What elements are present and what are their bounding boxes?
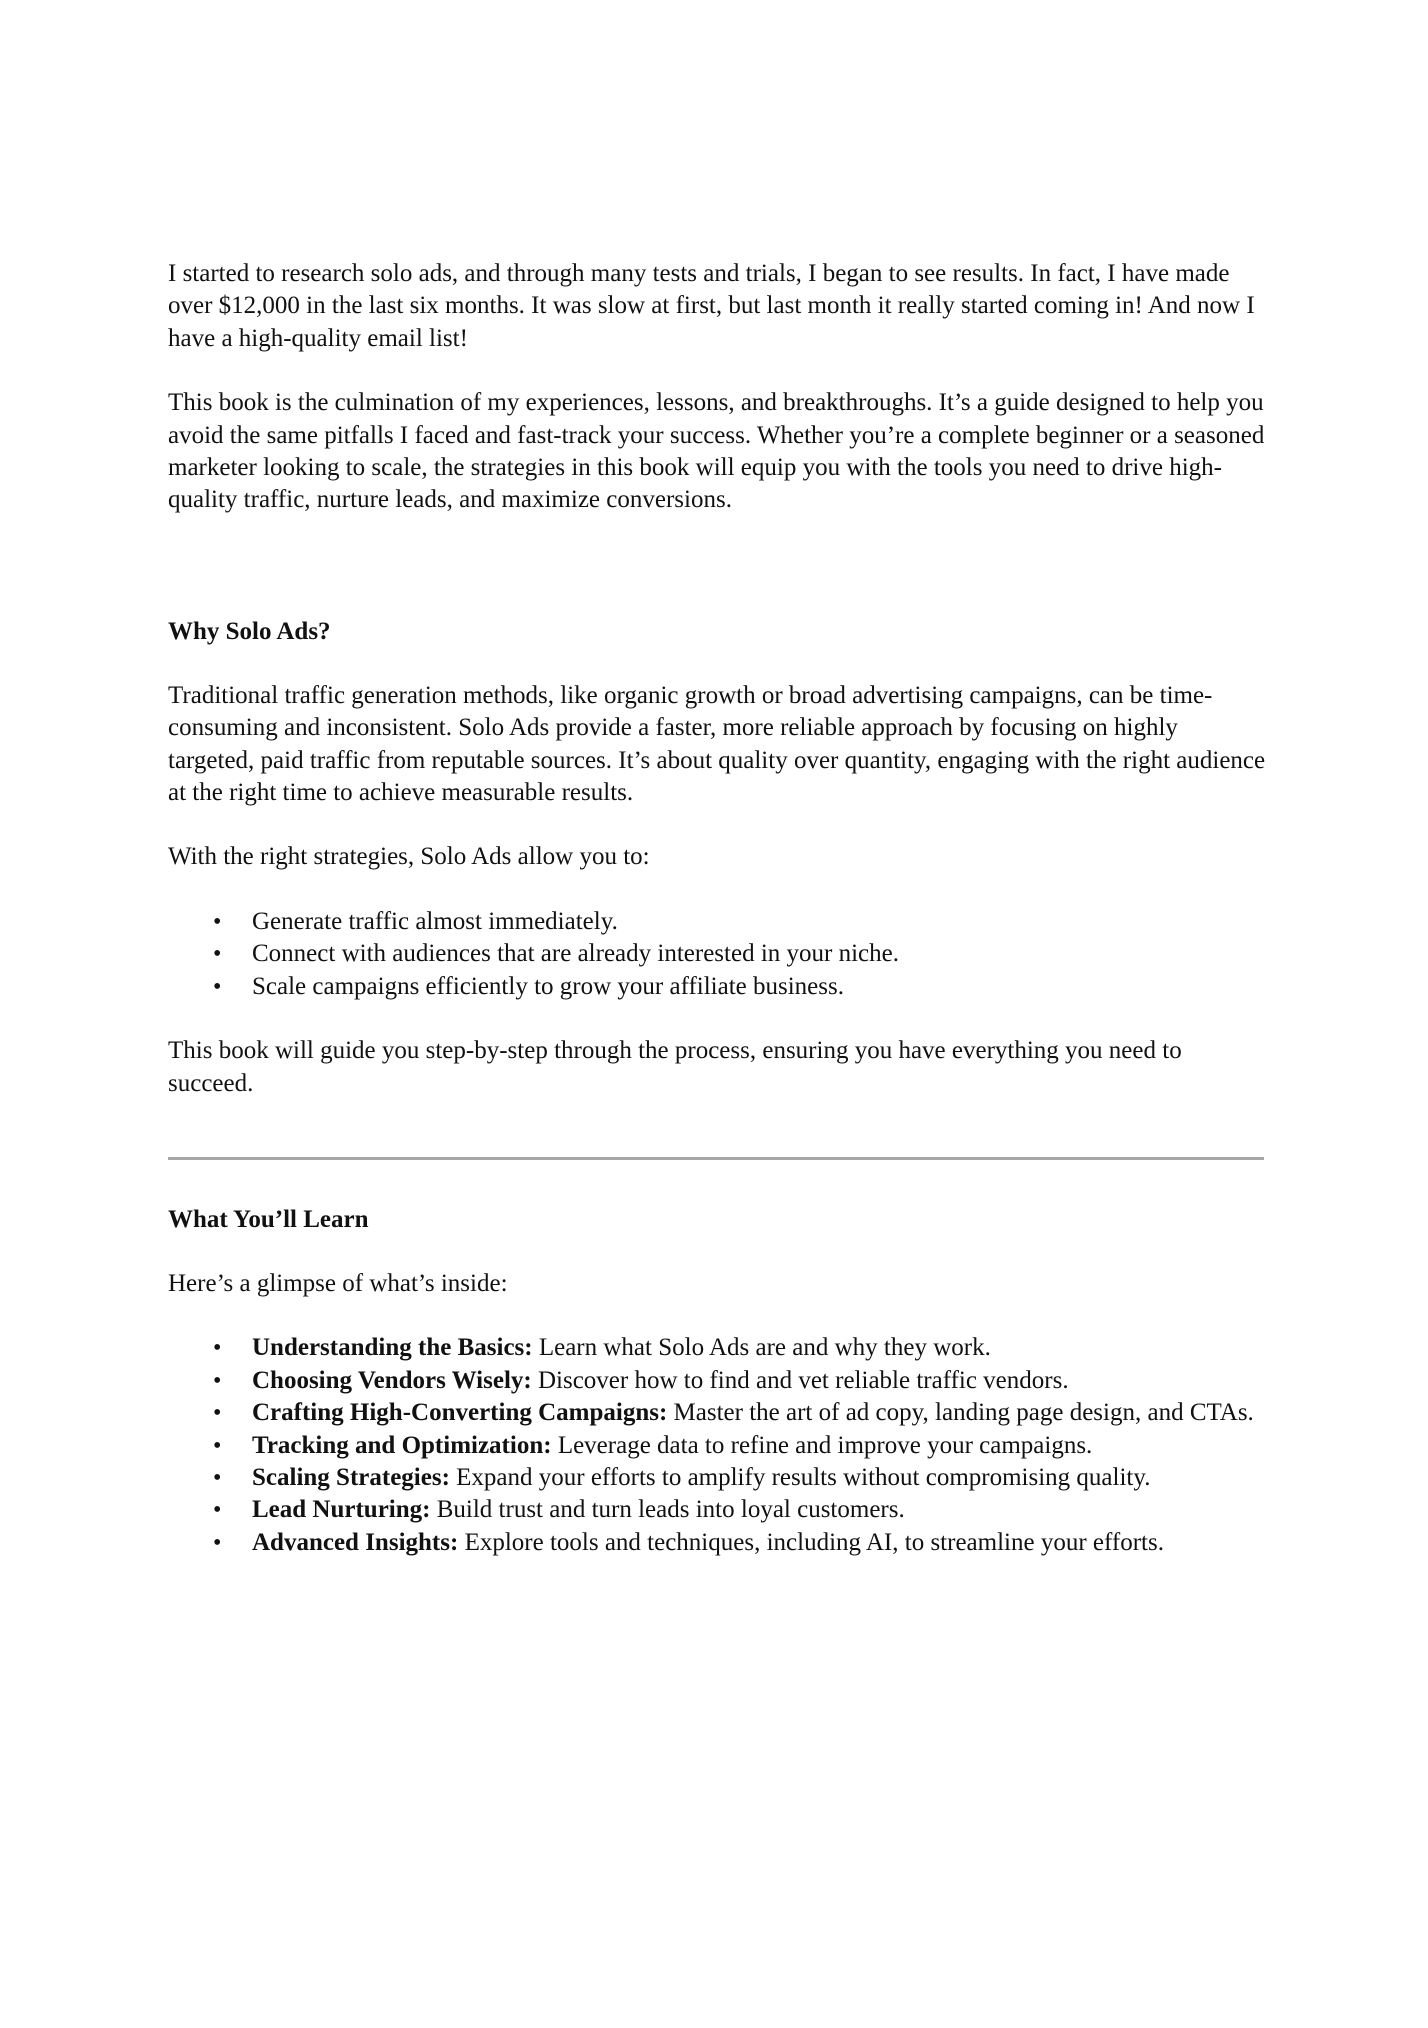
bullet-icon: • [213, 973, 222, 1000]
bullet-icon: • [213, 1464, 222, 1491]
list-item-text: Connect with audiences that are already interested in your niche. [252, 940, 899, 968]
why-paragraph-1: Traditional traffic generation methods, like organic growth or broad advertising campaigns, can be time-consuming and inconsistent. Solo Ads provide a faster, more reliable approach by focusing on highly targeted, paid traffic from reputable sources. It’s about quality over quantity, engaging with the right audience at the right time to achieve measurable results. [168, 681, 1266, 807]
list-item [168, 971, 1268, 1003]
list-item-text: Explore tools and techniques, including AI, to streamline your efforts. [458, 1528, 1164, 1556]
learn-topics-list [168, 1332, 1268, 1559]
list-item-text: Generate traffic almost immediately. [252, 907, 618, 935]
why-paragraph-3: This book will guide you step-by-step through the process, ensuring you have everything you need to succeed. [168, 1037, 1182, 1097]
bullet-icon: • [213, 1400, 222, 1427]
list-item [168, 1462, 1268, 1494]
list-item [168, 1397, 1268, 1429]
list-item [168, 906, 1268, 938]
why-benefits-list [168, 906, 1268, 1003]
intro-paragraph-2: This book is the culmination of my experiences, lessons, and breakthroughs. It’s a guide designed to help you avoid the same pitfalls I faced and fast-track your success. Whether you’re a complete beginner or a seasoned marketer looking to scale, the strategies in this book will equip you with the tools you need to drive high-quality traffic, nurture leads, and maximize conversions. [168, 389, 1265, 514]
section-divider [168, 1157, 1264, 1160]
what-youll-learn-heading: What You’ll Learn [168, 1205, 369, 1233]
list-item [168, 1365, 1268, 1397]
list-item-term: Lead Nurturing: [252, 1496, 431, 1524]
list-item [168, 1332, 1268, 1364]
document-page [168, 258, 1268, 1559]
list-item-term: Choosing Vendors Wisely: [252, 1366, 532, 1394]
list-item-text: Master the art of ad copy, landing page design, and CTAs. [667, 1399, 1254, 1427]
list-item-text: Expand your efforts to amplify results without compromising quality. [449, 1463, 1151, 1491]
bullet-icon: • [213, 1335, 222, 1362]
list-item-term: Scaling Strategies: [252, 1463, 450, 1491]
bullet-icon: • [213, 1432, 222, 1459]
why-paragraph-2: With the right strategies, Solo Ads allow you to: [168, 843, 650, 871]
why-solo-ads-heading: Why Solo Ads? [168, 617, 331, 645]
list-item [168, 1527, 1268, 1559]
bullet-icon: • [213, 1529, 222, 1556]
list-item [168, 938, 1268, 970]
list-item-text: Discover how to find and vet reliable traffic vendors. [531, 1366, 1069, 1394]
bullet-icon: • [213, 908, 222, 935]
learn-intro: Here’s a glimpse of what’s inside: [168, 1269, 508, 1297]
list-item-term: Tracking and Optimization: [252, 1431, 552, 1459]
bullet-icon: • [213, 1367, 222, 1394]
list-item-text: Build trust and turn leads into loyal customers. [430, 1496, 905, 1524]
list-item-term: Understanding the Basics: [252, 1334, 533, 1362]
list-item-term: Crafting High-Converting Campaigns: [252, 1399, 668, 1427]
list-item-term: Advanced Insights: [252, 1528, 459, 1556]
list-item [168, 1430, 1268, 1462]
bullet-icon: • [213, 1497, 222, 1524]
list-item-text: Learn what Solo Ads are and why they work. [532, 1334, 991, 1362]
list-item-text: Leverage data to refine and improve your campaigns. [551, 1431, 1093, 1459]
intro-paragraph-1: I started to research solo ads, and through many tests and trials, I began to see results. In fact, I have made over $12,000 in the last six months. It was slow at first, but last month it really started coming in! And now I have a high-quality email list! [168, 260, 1255, 352]
list-item-text: Scale campaigns efficiently to grow your affiliate business. [252, 972, 844, 1000]
list-item [168, 1494, 1268, 1526]
bullet-icon: • [213, 941, 222, 968]
